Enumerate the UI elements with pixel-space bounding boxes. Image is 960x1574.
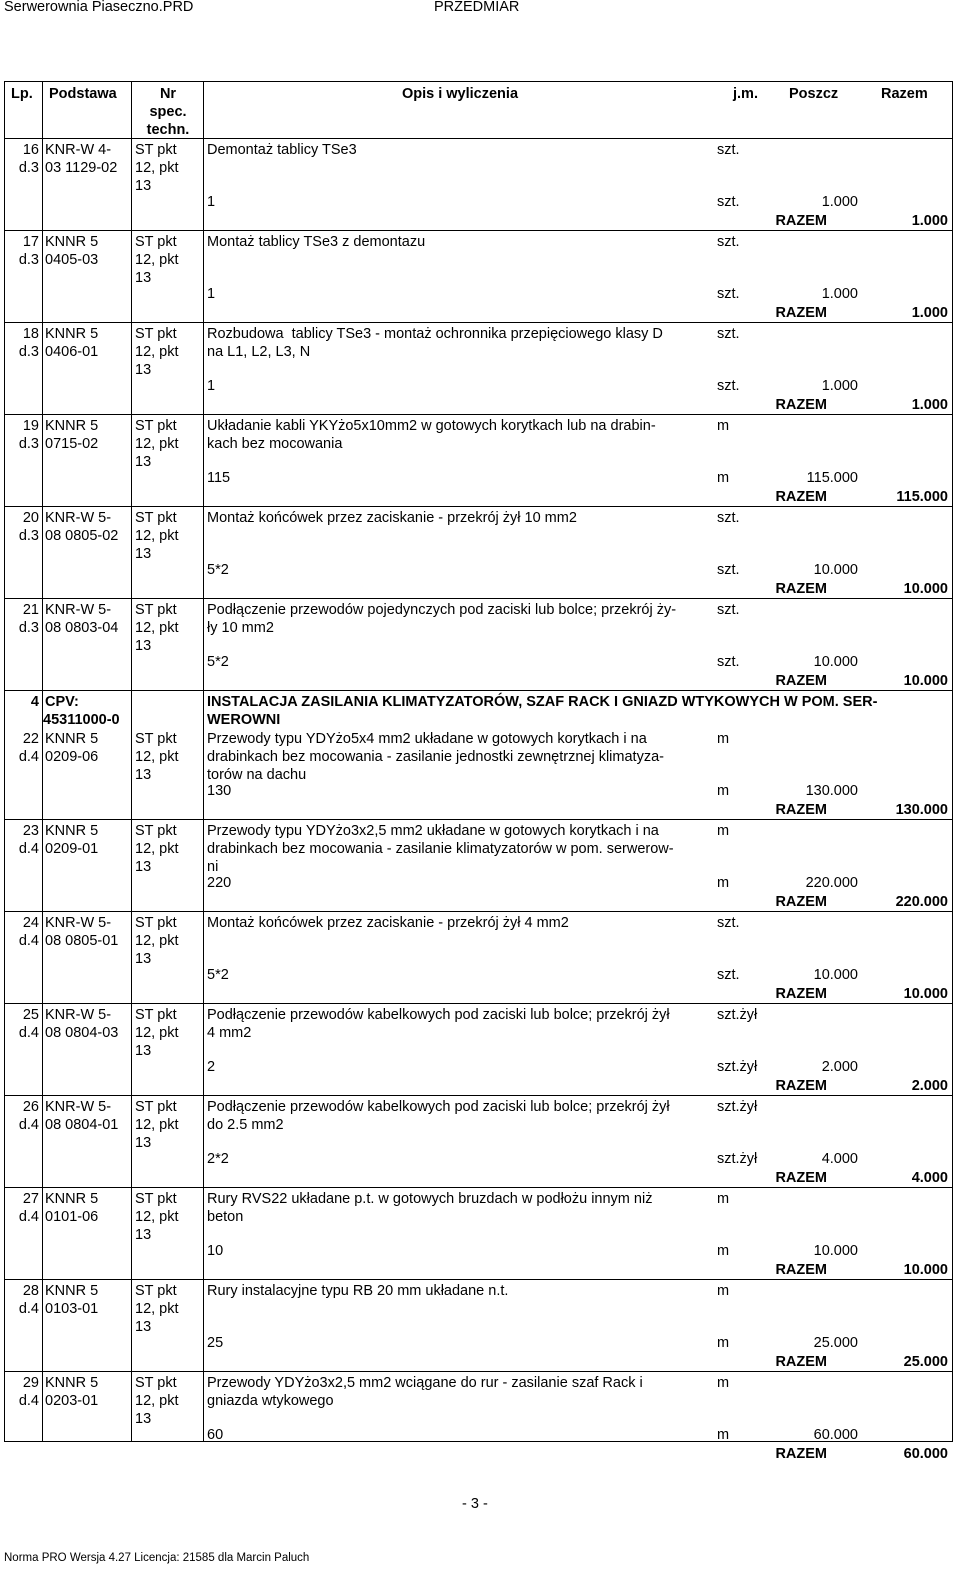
section-title: INSTALACJA ZASILANIA KLIMATYZATORÓW, SZAF RACK I GNIAZD WTYKOWYCH W POM. SER- WEROWNI: [207, 694, 878, 728]
header-divider: [5, 138, 952, 139]
row-description: Montaż końcówek przez zaciskanie - przekrój żył 4 mm2: [207, 915, 569, 931]
row-calc-unit: szt.: [717, 562, 740, 578]
row-calc-expression: 5*2: [207, 562, 229, 578]
row-spec-ref: ST pkt 12, pkt 13: [135, 602, 179, 654]
row-calc-expression: 220: [207, 875, 232, 891]
row-razem-label: RAZEM: [775, 673, 827, 689]
section-divider: [5, 690, 952, 691]
row-unit: m: [717, 823, 730, 839]
row-lp: 27 d.4: [18, 1191, 39, 1225]
col-header-jm: j.m.: [733, 86, 758, 102]
row-razem-value: 10.000: [903, 986, 948, 1002]
row-razem-label: RAZEM: [775, 1262, 827, 1278]
row-podstawa: KNNR 5 0209-01: [45, 823, 99, 857]
col-header-poszcz: Poszcz: [789, 86, 839, 102]
row-description: Montaż końcówek przez zaciskanie - przekrój żył 10 mm2: [207, 510, 577, 526]
row-poszcz-value: 1.000: [821, 194, 858, 210]
row-unit: szt.: [717, 326, 740, 342]
row-divider: [5, 1371, 952, 1372]
row-poszcz-value: 115.000: [806, 470, 858, 486]
header-doc-type: PRZEDMIAR: [434, 0, 520, 15]
row-podstawa: KNR-W 5- 08 0804-03: [45, 1007, 119, 1041]
row-razem-label: RAZEM: [775, 894, 827, 910]
row-razem-label: RAZEM: [775, 213, 827, 229]
row-lp: 28 d.4: [18, 1283, 39, 1317]
row-poszcz-value: 1.000: [821, 286, 858, 302]
row-spec-ref: ST pkt 12, pkt 13: [135, 510, 179, 562]
row-poszcz-value: 10.000: [813, 562, 858, 578]
row-podstawa: KNNR 5 0715-02: [45, 418, 99, 452]
row-divider: [5, 322, 952, 323]
row-calc-expression: 115: [207, 470, 231, 486]
row-unit: szt.: [717, 142, 740, 158]
row-unit: szt.: [717, 234, 740, 250]
row-calc-expression: 5*2: [207, 967, 229, 983]
row-description: Rozbudowa tablicy TSe3 - montaż ochronnika przepięciowego klasy D na L1, L2, L3, N: [207, 326, 663, 360]
col-header-opis: Opis i wyliczenia: [401, 86, 519, 102]
row-lp: 18 d.3: [18, 326, 39, 360]
row-divider: [5, 1003, 952, 1004]
row-razem-label: RAZEM: [775, 1354, 827, 1370]
row-calc-expression: 25: [207, 1335, 224, 1351]
row-poszcz-value: 10.000: [813, 654, 858, 670]
row-spec-ref: ST pkt 12, pkt 13: [135, 823, 179, 875]
row-razem-value: 1.000: [911, 305, 948, 321]
row-unit: m: [717, 1375, 730, 1391]
row-description: Układanie kabli YKYżo5x10mm2 w gotowych korytkach lub na drabin- kach bez mocowania: [207, 418, 656, 452]
col-header-razem: Razem: [881, 86, 928, 102]
row-lp: 25 d.4: [18, 1007, 39, 1041]
license-note: Norma PRO Wersja 4.27 Licencja: 21585 dla Marcin Paluch: [4, 1552, 310, 1564]
col-header-nr-spec: Nr spec. techn.: [146, 86, 190, 138]
row-divider: [5, 230, 952, 231]
row-lp: 26 d.4: [18, 1099, 39, 1133]
row-razem-value: 220.000: [895, 894, 948, 910]
row-unit: szt.żył: [717, 1099, 758, 1115]
row-spec-ref: ST pkt 12, pkt 13: [135, 1099, 179, 1151]
row-razem-value: 1.000: [911, 397, 948, 413]
row-unit: szt.: [717, 602, 740, 618]
row-calc-expression: 1: [207, 378, 216, 394]
row-calc-expression: 5*2: [207, 654, 229, 670]
row-razem-value: 130.000: [895, 802, 948, 818]
row-description: Podłączenie przewodów kabelkowych pod zaciski lub bolce; przekrój żył do 2.5 mm2: [207, 1099, 670, 1133]
row-calc-expression: 10: [207, 1243, 224, 1259]
row-calc-unit: szt.: [717, 967, 740, 983]
row-lp: 23 d.4: [18, 823, 39, 857]
row-unit: szt.: [717, 915, 740, 931]
row-calc-unit: m: [717, 470, 730, 486]
row-calc-unit: m: [717, 875, 730, 891]
row-spec-ref: ST pkt 12, pkt 13: [135, 731, 179, 783]
section-lp: 4: [30, 694, 39, 710]
row-calc-unit: szt.: [717, 654, 740, 670]
row-lp: 22 d.4: [18, 731, 39, 765]
row-unit: m: [717, 1283, 730, 1299]
row-divider: [5, 598, 952, 599]
row-description: Rury RVS22 układane p.t. w gotowych bruzdach w podłożu innym niż beton: [207, 1191, 653, 1225]
row-calc-expression: 2: [207, 1059, 216, 1075]
row-divider: [5, 911, 952, 912]
row-calc-expression: 130: [207, 783, 232, 799]
row-poszcz-value: 1.000: [821, 378, 858, 394]
row-unit: m: [717, 731, 730, 747]
row-calc-expression: 60: [207, 1427, 224, 1443]
row-poszcz-value: 4.000: [821, 1151, 858, 1167]
row-description: Rury instalacyjne typu RB 20 mm układane n.t.: [207, 1283, 509, 1299]
row-razem-label: RAZEM: [775, 489, 827, 505]
row-divider: [5, 1095, 952, 1096]
row-calc-unit: m: [717, 1427, 730, 1443]
row-poszcz-value: 10.000: [813, 967, 858, 983]
row-unit: m: [717, 1191, 730, 1207]
row-lp: 29 d.4: [18, 1375, 39, 1409]
row-podstawa: KNR-W 5- 08 0805-01: [45, 915, 119, 949]
section-cpv-code: 45311000-0: [43, 712, 120, 728]
row-razem-value: 2.000: [911, 1078, 948, 1094]
row-poszcz-value: 60.000: [813, 1427, 858, 1443]
row-razem-value: 10.000: [903, 673, 948, 689]
row-razem-value: 10.000: [903, 1262, 948, 1278]
row-podstawa: KNR-W 5- 08 0805-02: [45, 510, 119, 544]
row-unit: szt.: [717, 510, 740, 526]
row-description: Podłączenie przewodów kabelkowych pod zaciski lub bolce; przekrój żył 4 mm2: [207, 1007, 670, 1041]
row-divider: [5, 414, 952, 415]
column-divider: [131, 82, 132, 1441]
row-razem-value: 60.000: [903, 1446, 948, 1462]
row-razem-label: RAZEM: [775, 397, 827, 413]
row-calc-expression: 2*2: [207, 1151, 229, 1167]
row-description: Podłączenie przewodów pojedynczych pod zaciski lub bolce; przekrój ży- ły 10 mm2: [207, 602, 677, 636]
row-calc-unit: szt.: [717, 378, 740, 394]
row-description: Przewody typu YDYżo5x4 mm2 układane w gotowych korytkach i na drabinkach bez mocowania - zasilanie jednostki zewnętrznej klimatyza- torów na dachu: [207, 731, 664, 783]
row-lp: 21 d.3: [18, 602, 39, 636]
row-calc-unit: szt.żył: [717, 1151, 758, 1167]
row-podstawa: KNR-W 5- 08 0804-01: [45, 1099, 119, 1133]
row-unit: m: [717, 418, 730, 434]
row-poszcz-value: 220.000: [805, 875, 858, 891]
row-spec-ref: ST pkt 12, pkt 13: [135, 418, 179, 470]
row-calc-unit: m: [717, 1335, 730, 1351]
row-poszcz-value: 130.000: [805, 783, 858, 799]
row-razem-value: 10.000: [903, 581, 948, 597]
row-divider: [5, 1279, 952, 1280]
row-razem-label: RAZEM: [775, 1170, 827, 1186]
row-podstawa: KNNR 5 0406-01: [45, 326, 99, 360]
row-razem-label: RAZEM: [775, 802, 827, 818]
section-cpv-label: CPV:: [45, 694, 79, 710]
col-header-lp: Lp.: [11, 86, 33, 102]
row-poszcz-value: 25.000: [813, 1335, 858, 1351]
row-lp: 16 d.3: [18, 142, 39, 176]
row-razem-value: 4.000: [911, 1170, 948, 1186]
row-razem-value: 1.000: [911, 213, 948, 229]
row-calc-unit: m: [717, 1243, 730, 1259]
row-podstawa: KNNR 5 0203-01: [45, 1375, 99, 1409]
row-poszcz-value: 10.000: [813, 1243, 858, 1259]
row-lp: 17 d.3: [18, 234, 39, 268]
row-razem-label: RAZEM: [775, 1446, 827, 1462]
header-filename: Serwerownia Piaseczno.PRD: [4, 0, 194, 15]
row-lp: 20 d.3: [18, 510, 39, 544]
column-divider: [203, 82, 204, 1441]
row-podstawa: KNNR 5 0103-01: [45, 1283, 99, 1317]
column-divider: [42, 82, 43, 1441]
row-podstawa: KNNR 5 0405-03: [45, 234, 99, 268]
row-calc-unit: szt.: [717, 194, 740, 210]
row-divider: [5, 1187, 952, 1188]
row-podstawa: KNR-W 4- 03 1129-02: [45, 142, 118, 176]
row-calc-expression: 1: [207, 194, 216, 210]
row-podstawa: KNNR 5 0101-06: [45, 1191, 99, 1225]
row-description: Demontaż tablicy TSe3: [207, 142, 357, 158]
row-spec-ref: ST pkt 12, pkt 13: [135, 915, 179, 967]
row-calc-unit: m: [717, 783, 730, 799]
col-header-podstawa: Podstawa: [49, 86, 117, 102]
row-lp: 24 d.4: [18, 915, 39, 949]
row-calc-unit: szt.żył: [717, 1059, 758, 1075]
row-calc-expression: 1: [207, 286, 216, 302]
estimate-table: [4, 81, 953, 1462]
row-razem-value: 25.000: [903, 1354, 948, 1370]
row-razem-label: RAZEM: [775, 986, 827, 1002]
row-poszcz-value: 2.000: [821, 1059, 858, 1075]
row-spec-ref: ST pkt 12, pkt 13: [135, 1283, 179, 1335]
page-number: - 3 -: [462, 1496, 488, 1512]
row-spec-ref: ST pkt 12, pkt 13: [135, 234, 179, 286]
page-header: [4, 0, 956, 17]
row-razem-value: 115.000: [896, 489, 948, 505]
row-podstawa: KNR-W 5- 08 0803-04: [45, 602, 119, 636]
row-lp: 19 d.3: [18, 418, 39, 452]
row-razem-label: RAZEM: [775, 581, 827, 597]
row-unit: szt.żył: [717, 1007, 758, 1023]
row-divider: [5, 506, 952, 507]
row-divider: [5, 819, 952, 820]
row-description: Przewody YDYżo3x2,5 mm2 wciągane do rur - zasilanie szaf Rack i gniazda wtykowego: [207, 1375, 643, 1409]
row-spec-ref: ST pkt 12, pkt 13: [135, 1007, 179, 1059]
row-razem-label: RAZEM: [775, 305, 827, 321]
row-spec-ref: ST pkt 12, pkt 13: [135, 142, 179, 194]
row-podstawa: KNNR 5 0209-06: [45, 731, 99, 765]
row-description: Montaż tablicy TSe3 z demontazu: [207, 234, 426, 250]
row-description: Przewody typu YDYżo3x2,5 mm2 układane w gotowych korytkach i na drabinkach bez mocowania - zasilanie klimatyzatorów w pom. serwerow- ni: [207, 823, 674, 875]
row-calc-unit: szt.: [717, 286, 740, 302]
row-spec-ref: ST pkt 12, pkt 13: [135, 326, 179, 378]
row-spec-ref: ST pkt 12, pkt 13: [135, 1375, 179, 1427]
row-spec-ref: ST pkt 12, pkt 13: [135, 1191, 179, 1243]
row-razem-label: RAZEM: [775, 1078, 827, 1094]
